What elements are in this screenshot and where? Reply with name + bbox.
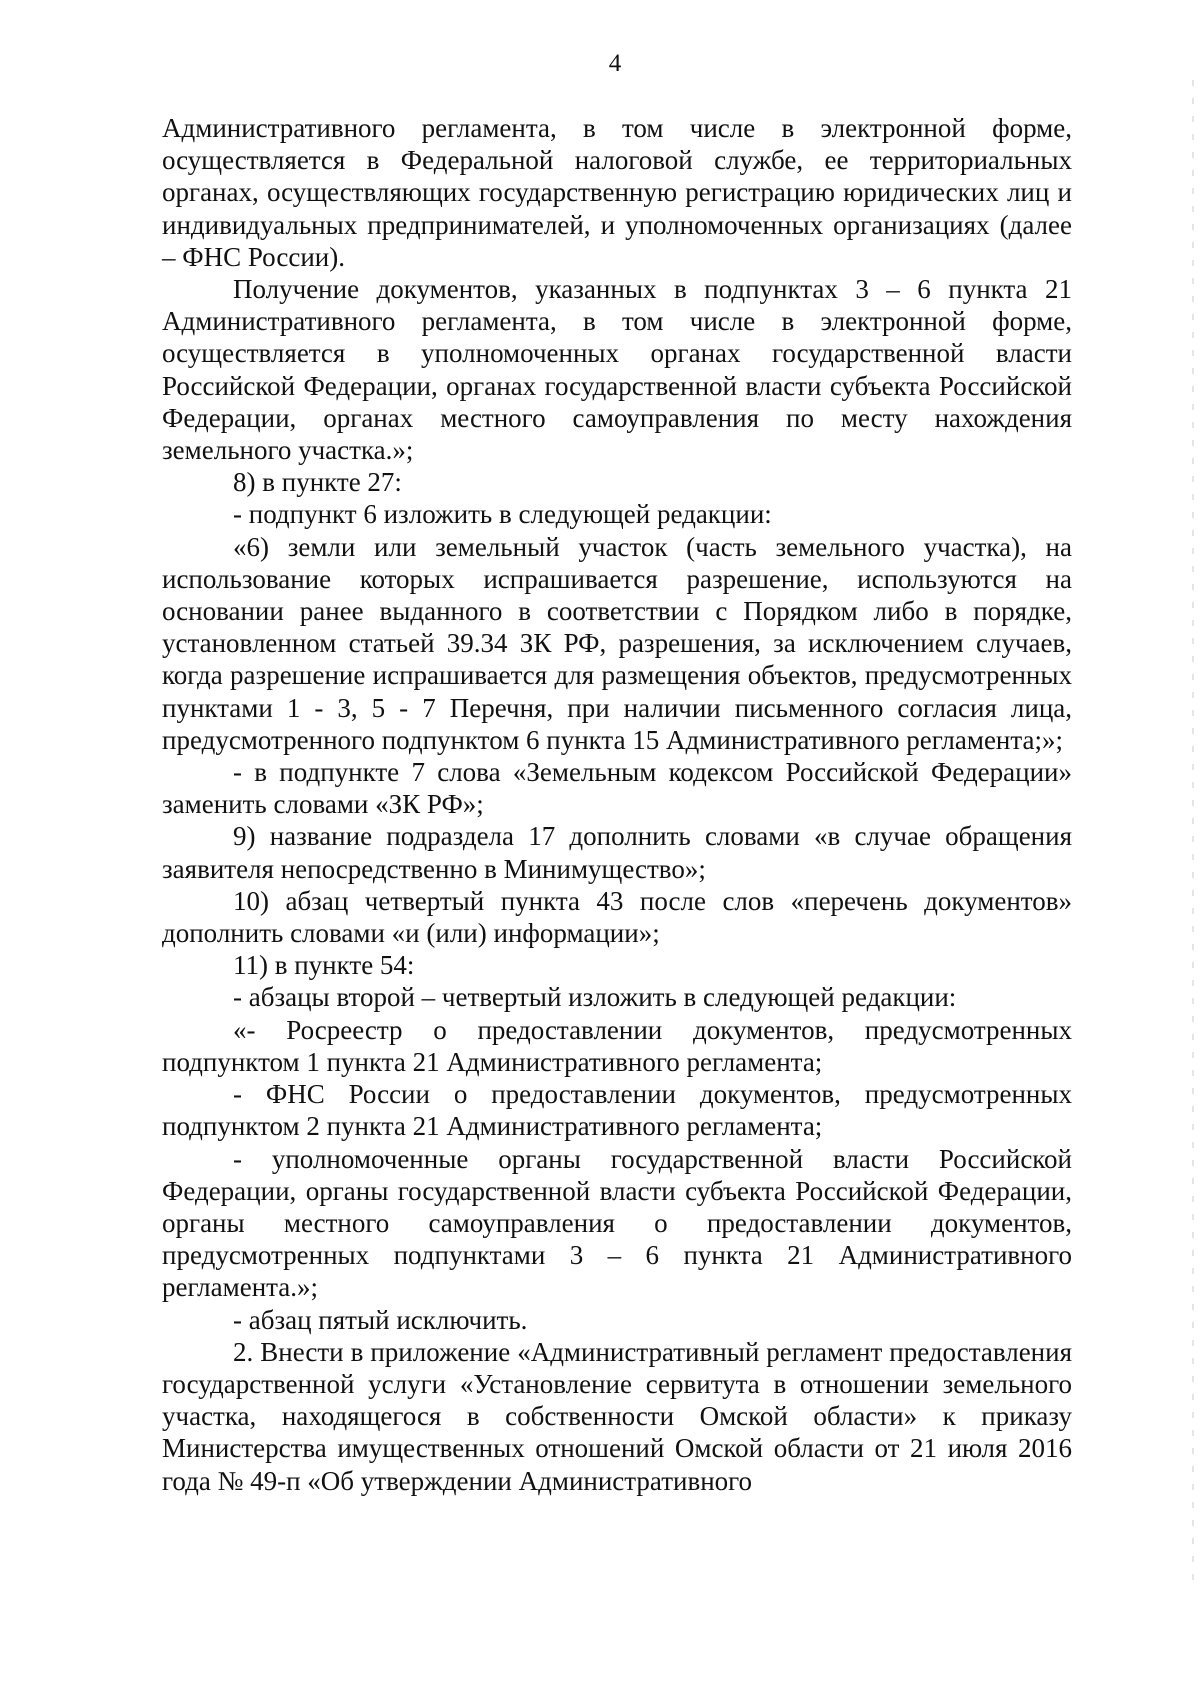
paragraph: - в подпункте 7 слова «Земельным кодексом Российской Федерации» заменить словами «ЗК РФ»;	[162, 757, 1072, 820]
scan-edge-artifact	[1192, 80, 1194, 1580]
page-number: 4	[608, 50, 622, 77]
paragraph: 8) в пункте 27:	[233, 467, 402, 498]
paragraph: - подпункт 6 изложить в следующей редакции:	[233, 499, 772, 530]
paragraph: 10) абзац четвертый пункта 43 после слов «перечень документов» дополнить словами «и (или) информации»;	[162, 885, 1072, 949]
paragraph: 2. Внести в приложение «Административный регламент предоставления государственной услуги «Установление сервитута в отношении земельного участка, находящегося в собственности Омской области» к приказу Министерства имущественных отношений Омской области от 21 июля 2016 года № 49-п «Об утверждении Административного	[162, 1336, 1072, 1496]
document-body	[162, 112, 1072, 1497]
paragraph: Получение документов, указанных в подпунктах 3 – 6 пункта 21 Административного регламента, в том числе в электронной форме, осуществляется в уполномоченных органах государственной власти Российской Федерации, органах государственной власти субъекта Российской Федерации, органах местного самоуправления по месту нахождения земельного участка.»;	[162, 274, 1072, 466]
paragraph-continuation: Административного регламента, в том числе в электронной форме, осуществляется в Федеральной налоговой службе, ее территориальных органах, осуществляющих государственную регистрацию юридических лиц и индивидуальных предпринимателей, и уполномоченных организациях (далее – ФНС России).	[162, 113, 1072, 272]
paragraph: - уполномоченные органы государственной власти Российской Федерации, органы государственной власти субъекта Российской Федерации, органы местного самоуправления о предоставлении документов, предусмотренных подпунктами 3 – 6 пункта 21 Административного регламента.»;	[162, 1143, 1072, 1303]
paragraph: - ФНС России о предоставлении документов, предусмотренных подпунктом 2 пункта 21 Административного регламента;	[162, 1079, 1072, 1142]
paragraph: «- Росреестр о предоставлении документов, предусмотренных подпунктом 1 пункта 21 Административного регламента;	[162, 1014, 1072, 1077]
paragraph: 9) название подраздела 17 дополнить словами «в случае обращения заявителя непосредственно в Минимущество»;	[162, 821, 1072, 884]
paragraph: - абзац пятый исключить.	[233, 1304, 528, 1335]
paragraph: 11) в пункте 54:	[233, 950, 415, 981]
paragraph: - абзацы второй – четвертый изложить в следующей редакции:	[233, 982, 957, 1013]
paragraph: «6) земли или земельный участок (часть земельного участка), на использование которых испрашивается разрешение, используются на основании ранее выданного в соответствии с Порядком либо в порядке, установленном статьей 39.34 ЗК РФ, разрешения, за исключением случаев, когда разрешение испрашивается для размещения объектов, предусмотренных пунктами 1 - 3, 5 - 7 Перечня, при наличии письменного согласия лица, предусмотренного подпунктом 6 пункта 15 Административного регламента;»;	[162, 531, 1072, 755]
